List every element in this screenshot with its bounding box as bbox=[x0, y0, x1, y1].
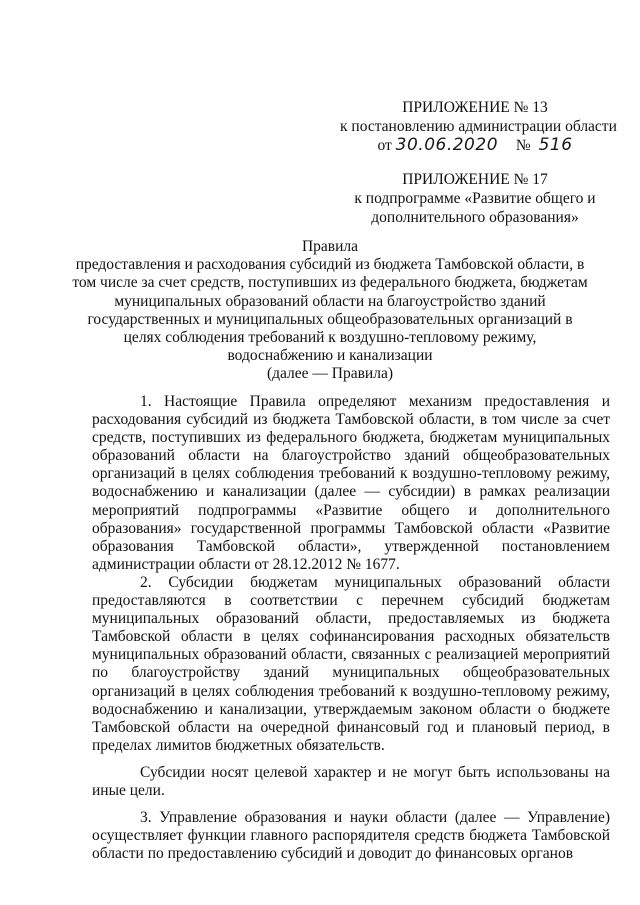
title-line: предоставления и расходования субсидий из бюджета Тамбовской области, в bbox=[75, 256, 585, 274]
document-title bbox=[60, 238, 600, 384]
title-line: муниципальных образований области на благоустройство зданий bbox=[114, 292, 546, 310]
document-body bbox=[92, 393, 610, 863]
title-line: государственных и муниципальных общеобразовательных организаций в bbox=[87, 310, 573, 328]
appendix-13-header bbox=[340, 98, 617, 155]
appendix-17-header bbox=[340, 170, 610, 227]
appendix-17-reference-line-1: к подпрограмме «Развитие общего и bbox=[354, 190, 596, 207]
title-line: целях соблюдения требований к воздушно-тепловому режиму, bbox=[123, 329, 537, 347]
number-prefix: № bbox=[515, 137, 531, 154]
paragraph-1: 1. Настоящие Правила определяют механизм предоставления и расходования субсидий из бюджета Тамбовской области, в том числе за счет средств, поступивших из федерального бюджета, бюджетам муниципальных образований области на благоустройство зданий общеобразовательных организаций в целях соблюдения требований к воздушно-тепловому режиму, водоснабжению и канализации (далее — субсидии) в рамках реализации мероприятий подпрограммы «Развитие общего и дополнительного образования» государственной программы Тамбовской области «Развитие образования Тамбовской области», утвержденной постановлением администрации области от 28.12.2012 № 1677. bbox=[92, 393, 610, 573]
title-line: (далее — Правила) bbox=[266, 365, 394, 383]
appendix-13-reference: к постановлению администрации области bbox=[340, 118, 617, 135]
date-prefix: от bbox=[377, 137, 392, 154]
appendix-17-title: ПРИЛОЖЕНИЕ № 17 bbox=[402, 171, 548, 188]
appendix-13-title: ПРИЛОЖЕНИЕ № 13 bbox=[402, 99, 548, 116]
paragraph-2: 2. Субсидии бюджетам муниципальных образований области предоставляются в соответствии с перечнем субсидий бюджетам муниципальных образований области, предоставляемых из бюджета Тамбовской области в целях софинансирования расходных обязательств муниципальных образований области, связанных с реализацией мероприятий по благоустройству зданий муниципальных общеобразовательных организаций в целях соблюдения требований к воздушно-тепловому режиму, водоснабжению и канализации, утверждаемым законом области о бюджете Тамбовской области на очередной финансовый год и плановый период, в пределах лимитов бюджетных обязательств. bbox=[92, 573, 610, 754]
appendix-13-date-number bbox=[340, 136, 610, 155]
title-word: Правила bbox=[301, 238, 359, 255]
title-line: водоснабжению и канализации bbox=[227, 347, 433, 365]
handwritten-number: 516 bbox=[538, 135, 573, 155]
paragraph-3: 3. Управление образования и науки области (далее — Управление) осуществляет функции главного распорядителя средств бюджета Тамбовской области по предоставлению субсидий и доводит до финансовых органов bbox=[92, 809, 610, 863]
title-line: том числе за счет средств, поступивших из федерального бюджета, бюджетам bbox=[72, 274, 588, 292]
appendix-17-reference-line-2: дополнительного образования» bbox=[371, 209, 579, 226]
handwritten-date: 30.06.2020 bbox=[395, 135, 499, 155]
paragraph-2-note: Субсидии носят целевой характер и не могут быть использованы на иные цели. bbox=[92, 763, 610, 799]
